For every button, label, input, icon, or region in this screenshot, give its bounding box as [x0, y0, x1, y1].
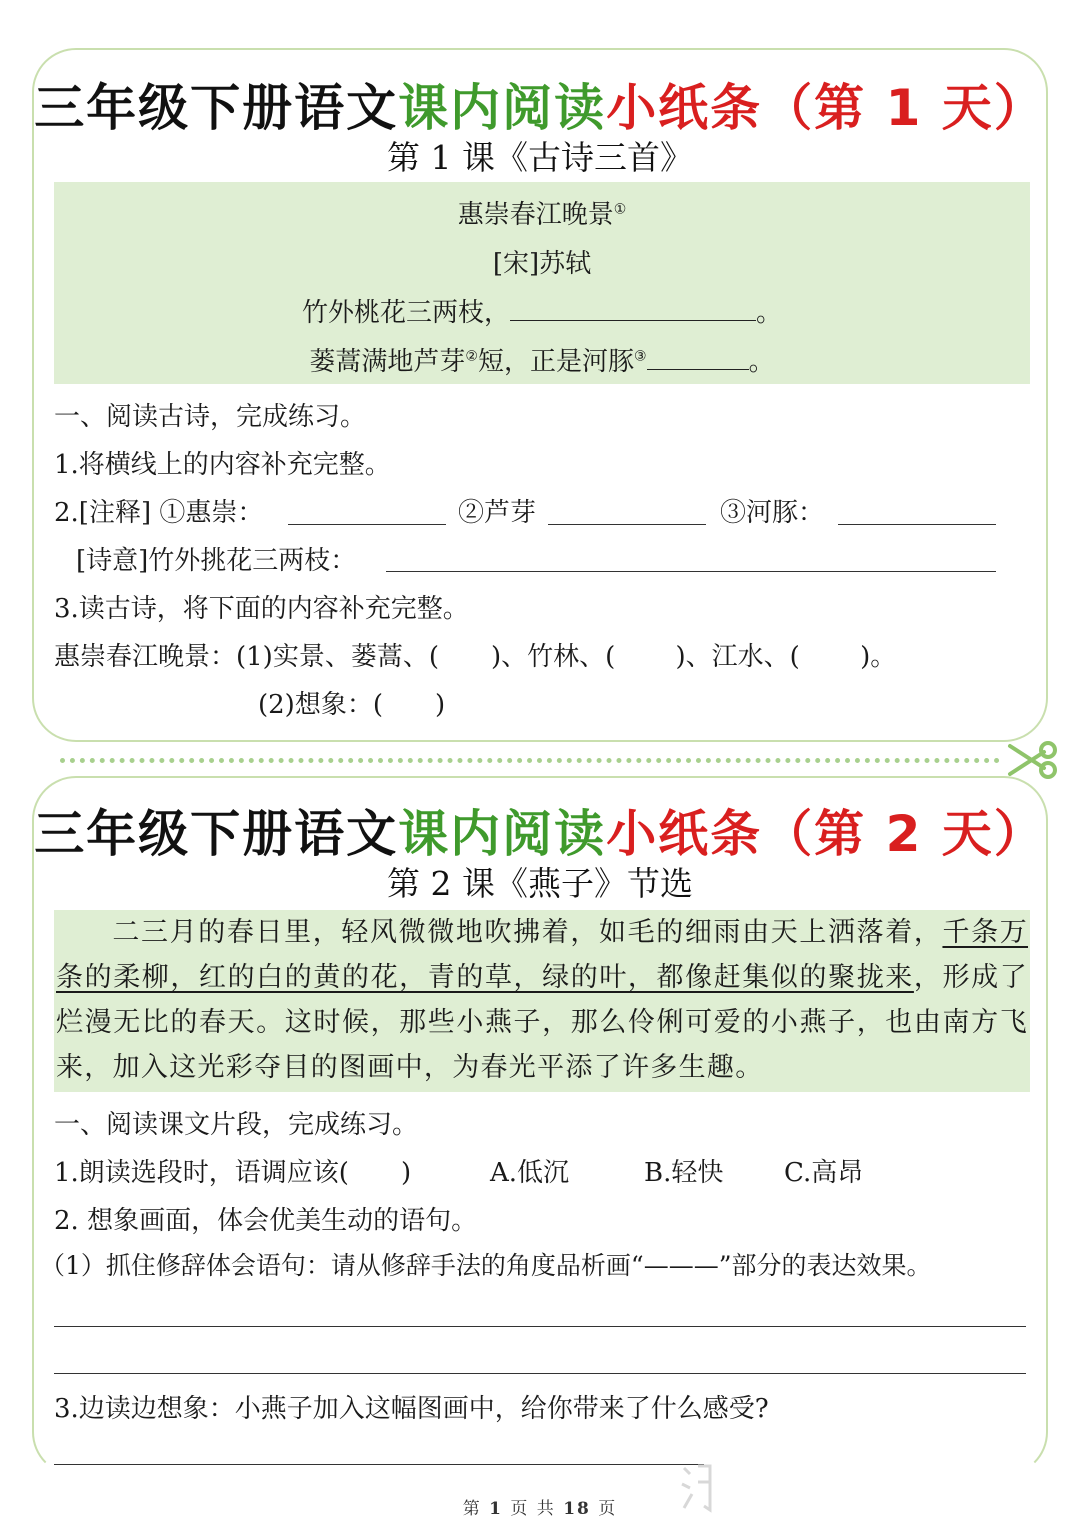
title-note: 小纸条: [606, 79, 763, 137]
poem-title: [54, 194, 1030, 231]
poem-box: [54, 182, 1030, 384]
poem-blank-2[interactable]: [647, 343, 749, 370]
passage-text-a: 二三月的春日里，轻风微微地吹拂着，如毛的细雨由天上洒落着，: [112, 917, 943, 948]
day1-card: [32, 48, 1048, 742]
footnote-mark: ①: [613, 201, 627, 218]
answer-line-3[interactable]: [54, 1464, 704, 1465]
day2-card: [32, 776, 1048, 1476]
lesson-title: 第 2 课《燕子》节选: [387, 864, 693, 903]
title-reading: 课内阅读: [398, 79, 607, 137]
answer-line-meaning[interactable]: [386, 571, 996, 572]
poem-line-2: [54, 341, 1030, 378]
answer-line-hetun[interactable]: [838, 524, 996, 525]
scissors-icon: [1004, 738, 1060, 782]
poem-title-text: 惠崇春江晚景: [457, 200, 614, 230]
period: 。: [756, 298, 783, 328]
day2-title: [34, 794, 1046, 866]
title-day: （第 1 天）: [762, 79, 1046, 137]
question-2: [54, 492, 263, 529]
section-heading: 一、阅读古诗，完成练习。: [54, 402, 367, 432]
option-a[interactable]: A.低沉: [490, 1158, 570, 1188]
cut-line: [60, 758, 1000, 763]
option-c[interactable]: C.高昂: [784, 1158, 864, 1188]
question-1: 1.朗读选段时，语调应该( ): [54, 1158, 412, 1188]
answer-line-huichong[interactable]: [288, 524, 446, 525]
question-2: 2. 想象画面，体会优美生动的语句。: [54, 1206, 478, 1236]
day1-title: [34, 68, 1046, 140]
lesson-title: 第 1 课《古诗三首》: [387, 138, 693, 177]
poem-line-1: [54, 292, 1030, 329]
q2-meaning: [诗意]竹外挑花三两枝：: [76, 546, 357, 576]
question-1: 1.将横线上的内容补充完整。: [54, 450, 391, 480]
q3-line-1: 惠崇春江晚景：(1)实景、蒌蒿、( )、竹林、( )、江水、( )。: [54, 642, 897, 672]
title-grade: 三年级下册语文: [34, 805, 399, 863]
footer-mid: 页 共: [510, 1499, 556, 1519]
question-3: 3.读古诗，将下面的内容补充完整。: [54, 594, 469, 624]
page-total: 18: [563, 1499, 591, 1519]
period: 。: [748, 347, 775, 377]
title-day: （第 2 天）: [762, 805, 1046, 863]
q2-hetun: ③河豚：: [720, 498, 825, 528]
title-reading: 课内阅读: [398, 805, 607, 863]
q2-huichong: 2.[注释] ①惠崇：: [54, 498, 264, 528]
poem-line-2a: 蒌蒿满地芦芽: [309, 347, 466, 377]
answer-line-luya[interactable]: [548, 524, 706, 525]
title-note: 小纸条: [606, 805, 763, 863]
page-number: 1: [489, 1499, 503, 1519]
footer-post: 页: [598, 1499, 618, 1519]
passage-box: [54, 910, 1030, 1092]
page-footer: [0, 1494, 1080, 1519]
section-heading: 一、阅读课文片段，完成练习。: [54, 1110, 419, 1140]
poem-line-2b: 短，正是河豚: [477, 347, 634, 377]
footnote-mark: ②: [465, 348, 478, 365]
q3-line-2: (2)想象：( ): [258, 690, 446, 720]
question-2-1: （1）抓住修辞体会语句：请从修辞手法的角度品析画“———”部分的表达效果。: [40, 1251, 932, 1280]
footnote-mark: ③: [634, 348, 647, 365]
title-grade: 三年级下册语文: [34, 79, 399, 137]
passage-text-b: ，形成了烂漫无比的春天。这时候，那些小燕子，那么伶俐可爱的小燕子，也由南方飞来，加入这光彩夺目的图画中，为春光平添了许多生趣。: [56, 962, 1028, 1083]
q2-luya: ②芦芽: [458, 498, 537, 528]
answer-line-1[interactable]: [54, 1326, 1026, 1327]
question-3: 3.边读边想象：小燕子加入这幅图画中，给你带来了什么感受?: [54, 1394, 769, 1424]
poem-line-1-text: 竹外桃花三两枝，: [301, 298, 510, 328]
footer-pre: 第: [462, 1499, 482, 1519]
answer-line-2[interactable]: [54, 1373, 1026, 1374]
poem-blank-1[interactable]: [510, 294, 756, 321]
poem-author: [宋]苏轼: [492, 249, 592, 279]
passage-underlined: 千条万条的柔柳，红的白的黄的花，青的草，绿的叶，都像赶集似的聚拢来: [56, 917, 1029, 993]
option-b[interactable]: B.轻快: [644, 1158, 724, 1188]
